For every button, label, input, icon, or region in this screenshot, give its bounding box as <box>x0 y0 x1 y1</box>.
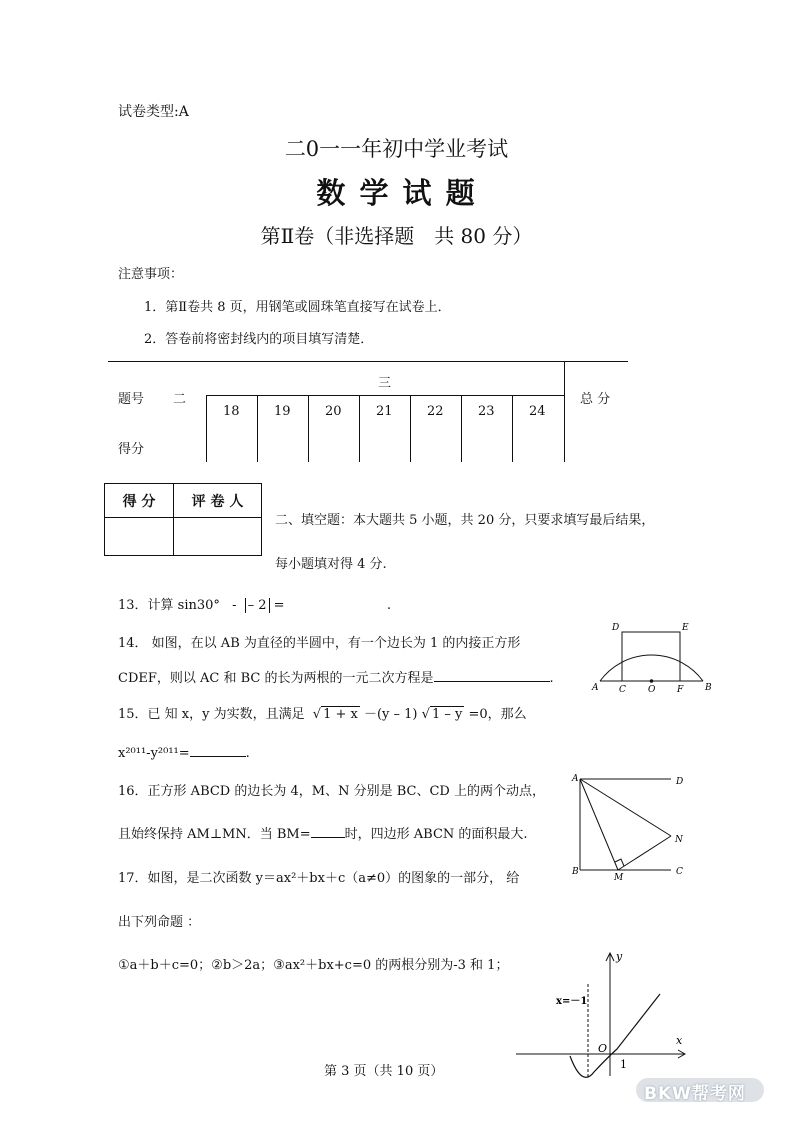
notes-heading: 注意事项： <box>118 267 184 282</box>
sub-col-18: 18 <box>223 404 240 419</box>
q16-label-a: A <box>572 774 579 784</box>
q16-label-b: B <box>572 867 579 877</box>
q17-label-x: x <box>676 1034 683 1047</box>
question-13 <box>118 594 391 613</box>
col-three: 三 <box>378 376 392 391</box>
q13-equals: = <box>273 598 285 613</box>
q17-line2: 出下列命题 ： <box>118 915 201 930</box>
sub-col-24: 24 <box>529 404 546 419</box>
exam-name: 二0一一年初中学业考试 <box>284 137 509 161</box>
question-15-line2 <box>118 742 250 761</box>
q14-label-a: A <box>592 683 599 693</box>
q14-label-f: F <box>677 685 684 695</box>
q16-label-m: M <box>614 873 624 883</box>
question-16-line2 <box>118 823 528 842</box>
q17-axis-label: x=－1 <box>556 996 588 1007</box>
q16-answer-blank[interactable] <box>311 823 345 838</box>
q15-line1-end: =0，那么 <box>468 707 527 722</box>
q15-line1-text: 15．已 知 x，y 为实数，且满足 <box>118 707 305 722</box>
sub-col-23: 23 <box>478 404 495 419</box>
q14-label-d: D <box>612 623 620 633</box>
watermark-logo: BKW帮考网 <box>636 1074 766 1104</box>
q15-sqrt2: √ 1 – y <box>421 707 463 722</box>
section-two-line1: 二、填空题：本大题共 5 小题，共 20 分，只要求填写最后结果， <box>275 513 655 528</box>
grader-name-cell[interactable] <box>174 518 262 556</box>
col-two: 二 <box>173 392 187 407</box>
sub-col-19: 19 <box>274 404 291 419</box>
q16-line2-text-b: 时，四边形 ABCN 的面积最大. <box>344 827 528 842</box>
q17-label-1: 1 <box>620 1058 627 1071</box>
grader-name-label: 评 卷 人 <box>174 484 262 518</box>
q17-line3: ①a＋b＋c=0；②b＞2a；③ax²＋bx+c=0 的两根分别为-3 和 1； <box>118 958 509 973</box>
q14-answer-blank[interactable] <box>434 667 550 682</box>
q13-prefix: 13．计算 sin30° <box>118 598 220 613</box>
q13-end: . <box>386 598 391 613</box>
q15-line2-text: x²⁰¹¹-y²⁰¹¹= <box>118 746 190 761</box>
q14-label-b: B <box>705 683 712 693</box>
q14-line1: 14． 如图，在以 AB 为直径的半圆中，有一个边长为 1 的内接正方形 <box>118 636 521 651</box>
q16-line1: 16．正方形 ABCD 的边长为 4，M、N 分别是 BC、CD 上的两个动点， <box>118 784 545 799</box>
q16-label-d: D <box>676 777 684 787</box>
q14-line2-text: CDEF，则以 AC 和 BC 的长为两根的一元二次方程是 <box>118 671 434 686</box>
grader-score-label: 得 分 <box>105 484 174 518</box>
q13-minus: - <box>232 598 237 613</box>
q15-middle: －(y – 1) <box>363 707 418 722</box>
row-label-score: 得分 <box>118 442 145 457</box>
q14-label-c: C <box>619 685 626 695</box>
q15-answer-blank[interactable] <box>190 742 246 757</box>
part-title: 第Ⅱ卷（非选择题 共 80 分） <box>260 224 533 248</box>
page-number: 第 3 页（共 10 页） <box>324 1064 444 1079</box>
q17-parabola-figure <box>512 946 692 1081</box>
q17-label-o: O <box>598 1042 608 1055</box>
sub-col-20: 20 <box>325 404 342 419</box>
grader-box <box>104 483 262 556</box>
subject-title: 数 学 试 题 <box>316 176 477 210</box>
q14-end: . <box>549 671 554 686</box>
q16-square-figure <box>570 770 695 882</box>
q15-sqrt1: √ 1 + x <box>312 707 358 722</box>
q14-semicircle-figure <box>588 618 718 696</box>
note-item-2: 2．答卷前将密封线内的项目填写清楚． <box>144 332 374 347</box>
q17-label-y: y <box>616 950 623 963</box>
question-14-line2 <box>118 667 554 686</box>
q16-label-n: N <box>675 835 683 845</box>
q15-end: . <box>245 746 250 761</box>
section-two-line2: 每小题填对得 4 分. <box>275 557 387 572</box>
q17-line1: 17．如图，是二次函数 y＝ax²＋bx＋c（a≠0）的图象的一部分， 给 <box>118 871 520 886</box>
sub-col-21: 21 <box>376 404 393 419</box>
col-total: 总 分 <box>580 392 611 407</box>
q13-abs: – 2 <box>245 598 270 613</box>
q14-label-e: E <box>682 623 689 633</box>
q16-label-c: C <box>676 867 683 877</box>
question-15-line1 <box>118 703 527 722</box>
q14-label-o: O <box>648 685 656 695</box>
row-label-question: 题号 <box>118 392 145 407</box>
paper-type: 试卷类型:A <box>118 104 189 120</box>
q16-line2-text-a: 且始终保持 AM⊥MN．当 BM= <box>118 827 311 842</box>
grader-score-cell[interactable] <box>105 518 174 556</box>
note-item-1: 1．第Ⅱ卷共 8 页，用钢笔或圆珠笔直接写在试卷上． <box>144 300 451 315</box>
sub-col-22: 22 <box>427 404 444 419</box>
